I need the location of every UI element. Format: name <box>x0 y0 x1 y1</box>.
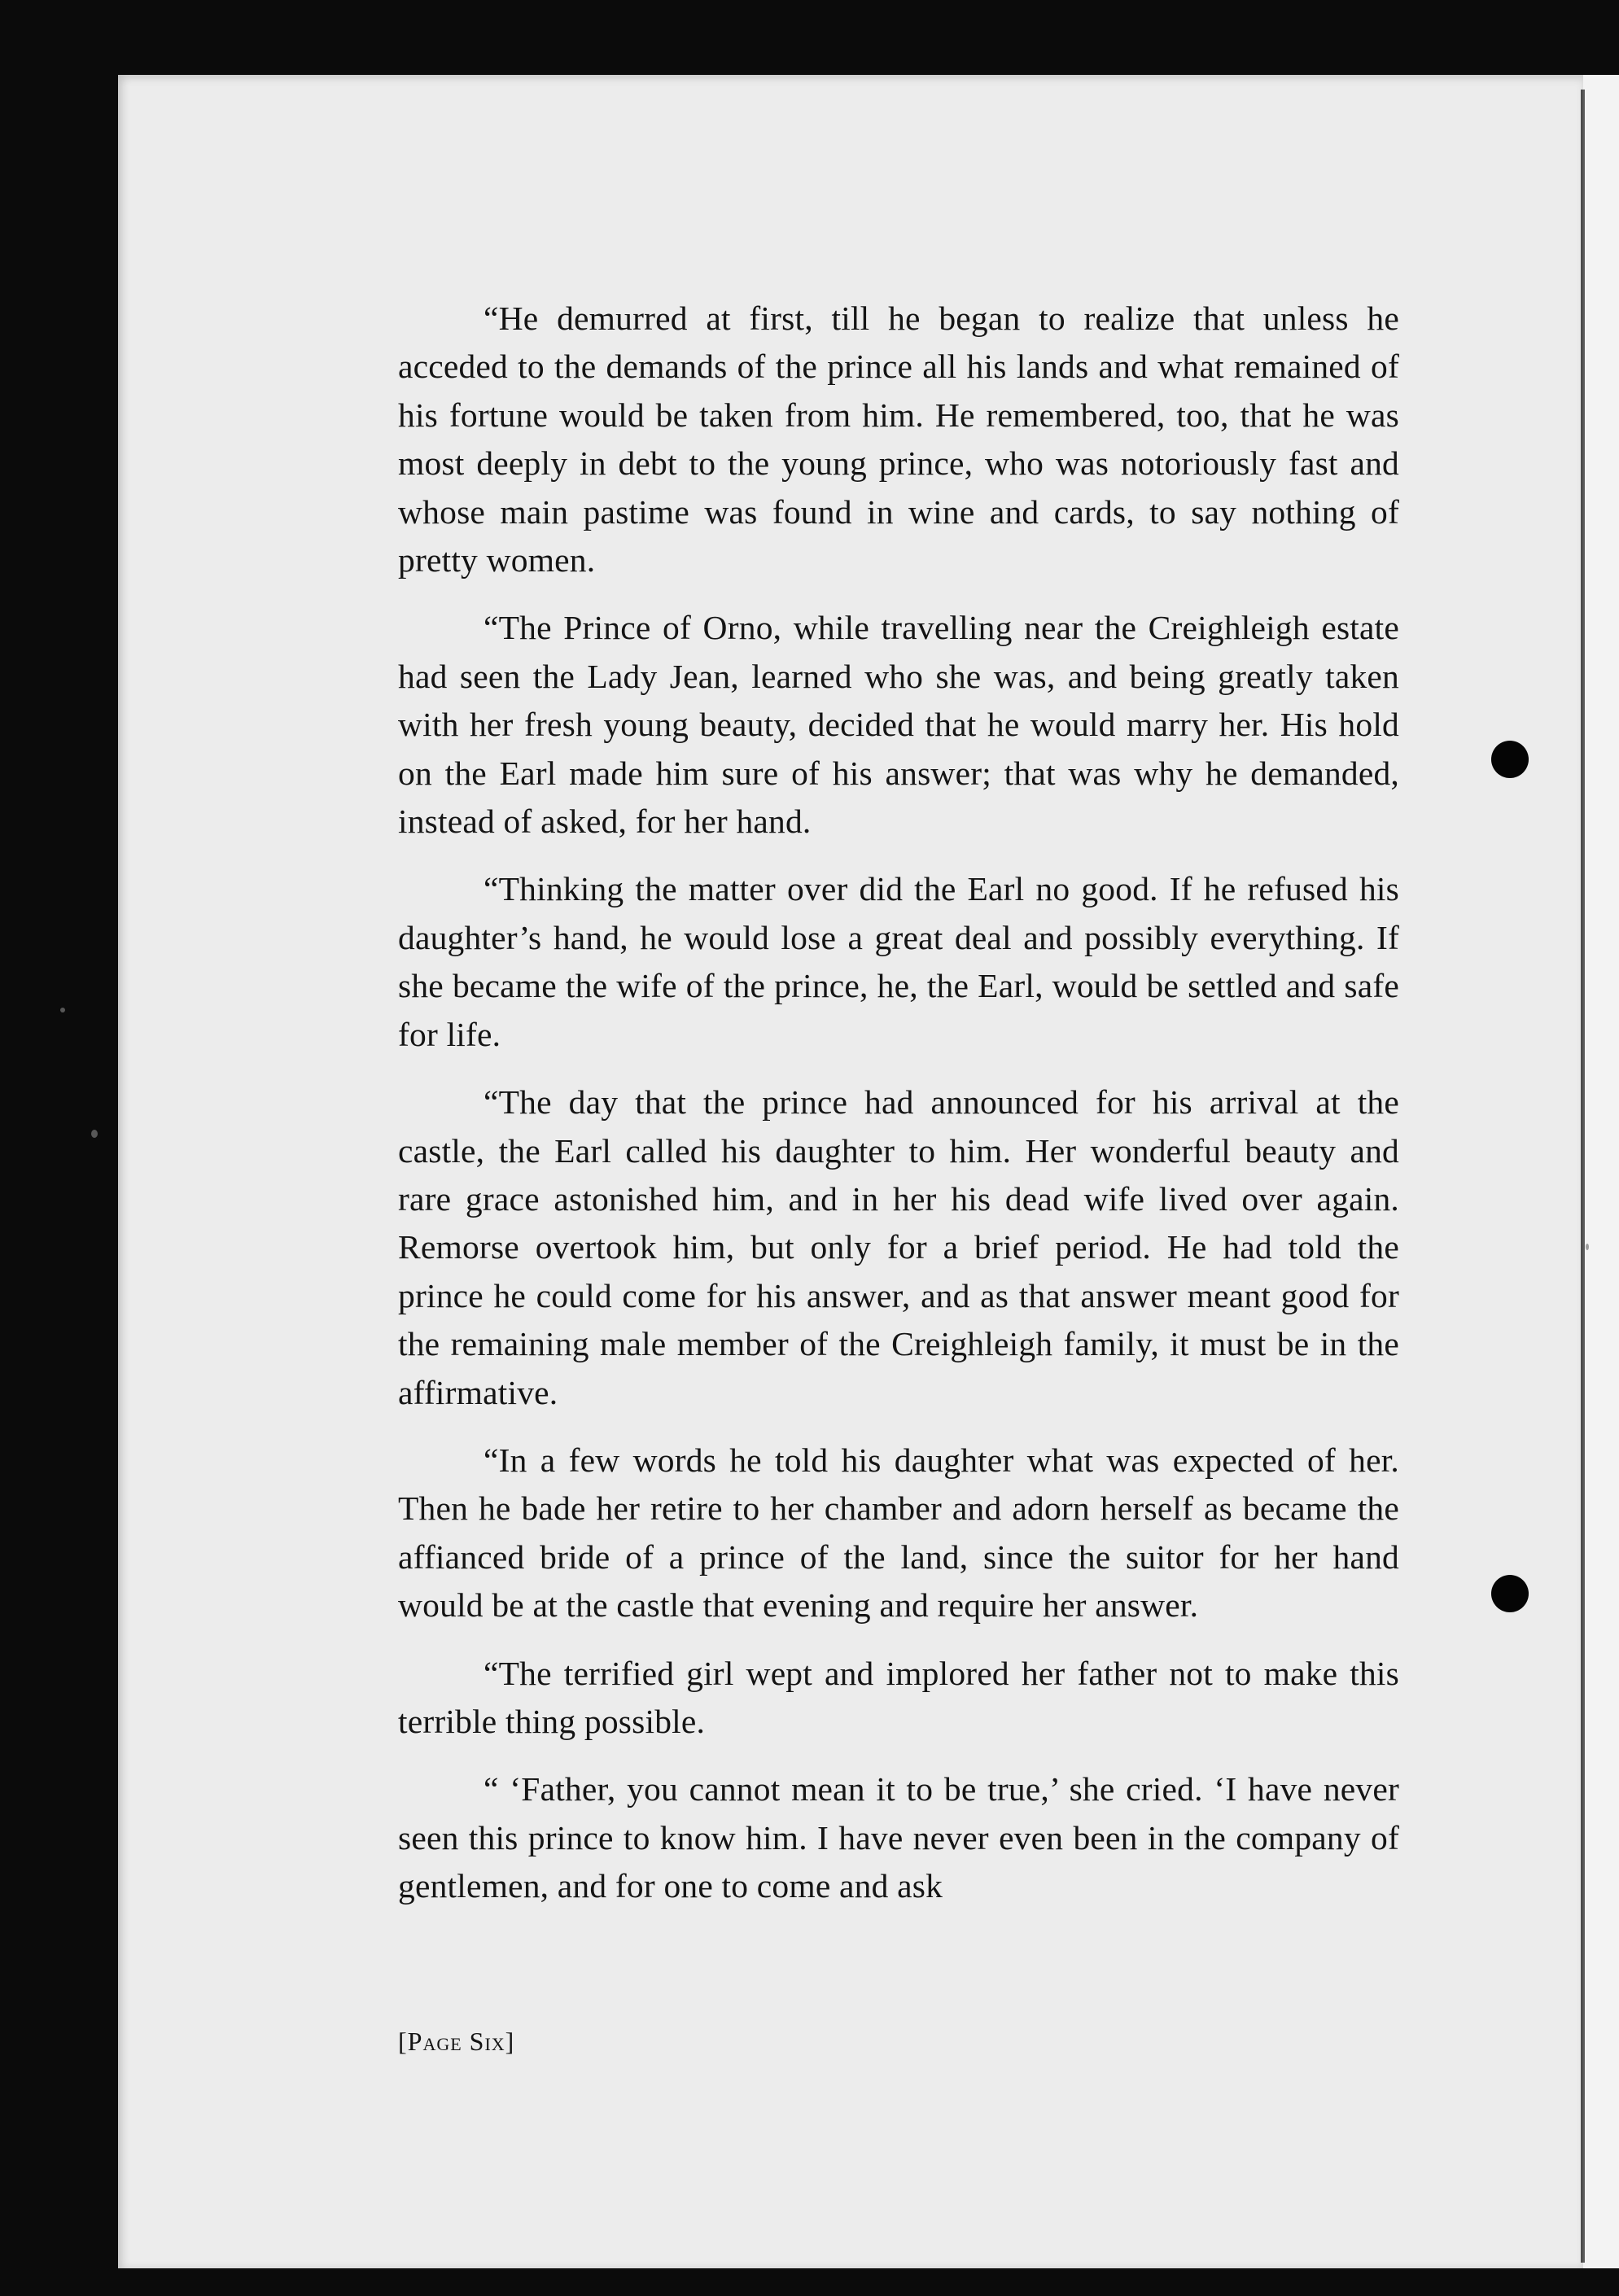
page-number: [Page Six] <box>398 2027 515 2056</box>
scan-speck <box>1586 1244 1589 1250</box>
paragraph: “The terrified girl wept and implored her father not to make this terrible thing possible. <box>398 1654 1399 1740</box>
binding-hole-upper <box>1491 741 1529 778</box>
paragraph: “The day that the prince had announced for his arrival at the castle, the Earl called his daughter to him. Her wonderful beauty and rare grace astonished him, and in her his dead wife lived over again. Remorse overtook him, but only for a brief period. He had told the prince he could come for his answer, and as that answer meant good for the remaining male member of the Creighleigh family, it must be in the affirmative. <box>398 1083 1399 1411</box>
page-gutter-shadow <box>1581 90 1585 2263</box>
binding-hole-lower <box>1491 1575 1529 1612</box>
paragraph: “In a few words he told his daughter what was expected of her. Then he bade her retire to her chamber and adorn herself as became the affianced bride of a prince of the land, since the suitor for her hand would be at the castle that evening and require her answer. <box>398 1441 1399 1625</box>
scan-speck <box>91 1130 98 1138</box>
paragraph: “He demurred at first, till he began to realize that unless he acceded to the demands of the prince all his lands and what remained of his fortune would be taken from him. He remembered, too, that he was most deeply in debt to the young prince, who was notoriously fast and whose main pastime was found in wine and cards, to say nothing of pretty women. <box>398 300 1399 579</box>
paragraph: “The Prince of Orno, while travelling near the Creighleigh estate had seen the Lady Jean, learned who she was, and being greatly taken with her fresh young beauty, decided that he would marry her. His hold on the Earl made him sure of his answer; that was why he demanded, instead of asked, for her hand. <box>398 609 1399 841</box>
facing-page-edge <box>1583 75 1619 2268</box>
paragraph: “Thinking the matter over did the Earl no good. If he refused his daughter’s hand, he would lose a great deal and possibly everything. If she became the wife of the prince, he, the Earl, would be settled and safe for life. <box>398 870 1399 1053</box>
paragraph: “ ‘Father, you cannot mean it to be true,’ she cried. ‘I have never seen this prince to know him. I have never even been in the company of gentlemen, and for one to come and ask <box>398 1770 1399 1905</box>
body-text <box>398 295 1399 1911</box>
scan-speck <box>60 1008 65 1012</box>
